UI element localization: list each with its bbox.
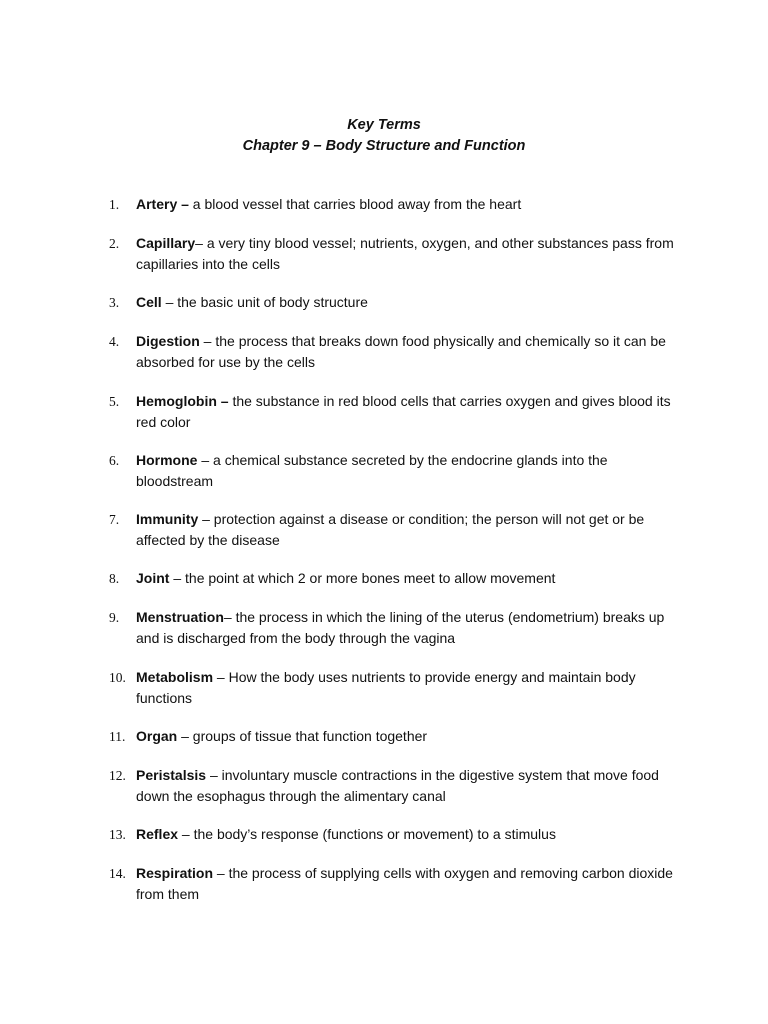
term-label: Respiration [136, 865, 214, 881]
item-text [136, 765, 684, 806]
item-number: 13. [109, 827, 126, 842]
item-text [136, 726, 684, 747]
item-number: 2. [109, 236, 120, 251]
term-definition: – the process of supplying cells with oxygen and removing carbon dioxide from them [136, 865, 673, 902]
item-text [136, 233, 684, 274]
term-definition: – involuntary muscle contractions in the digestive system that move food down the esophagus through the alimentary canal [136, 767, 659, 804]
term-label: Hemoglobin – [136, 393, 229, 409]
term-label: Immunity [136, 511, 199, 527]
term-definition: – the body’s response (functions or movement) to a stimulus [178, 826, 556, 842]
term-definition: – groups of tissue that function together [177, 728, 428, 744]
item-text [136, 863, 684, 904]
term-definition: – the process in which the lining of the uterus (endometrium) breaks up and is discharged from the body through the vagina [136, 609, 665, 646]
term-label: Capillary [136, 235, 196, 251]
item-number: 8. [109, 571, 120, 586]
term-definition: – a chemical substance secreted by the endocrine glands into the bloodstream [136, 452, 608, 489]
item-number: 1. [109, 197, 120, 212]
item-number: 3. [109, 295, 120, 310]
item-number: 9. [109, 610, 120, 625]
item-text [136, 292, 684, 313]
term-definition: – the process that breaks down food physically and chemically so it can be absorbed for use by the cells [136, 333, 666, 370]
term-label: Menstruation [136, 609, 224, 625]
item-text [136, 509, 684, 550]
item-text [136, 391, 684, 432]
term-label: Artery – [136, 196, 189, 212]
term-label: Digestion [136, 333, 200, 349]
item-text [136, 667, 684, 708]
term-label: Peristalsis [136, 767, 207, 783]
item-number: 5. [109, 394, 120, 409]
term-label: Metabolism [136, 669, 214, 685]
item-text [136, 450, 684, 491]
document-subtitle: Chapter 9 – Body Structure and Function [242, 138, 526, 154]
item-number: 6. [109, 453, 120, 468]
term-definition: – How the body uses nutrients to provide energy and maintain body functions [136, 669, 636, 706]
term-label: Joint [136, 570, 170, 586]
term-definition: – protection against a disease or condition; the person will not get or be affected by the disease [136, 511, 645, 548]
item-text [136, 194, 684, 215]
term-definition: – the point at which 2 or more bones meet to allow movement [169, 570, 556, 586]
item-number: 10. [109, 670, 126, 685]
term-label: Hormone [136, 452, 198, 468]
term-definition: the substance in red blood cells that carries oxygen and gives blood its red color [136, 393, 671, 430]
term-definition: – the basic unit of body structure [161, 294, 368, 310]
item-number: 7. [109, 512, 120, 527]
term-label: Organ [136, 728, 178, 744]
document-title: Key Terms [347, 117, 421, 133]
item-number: 12. [109, 768, 126, 783]
term-label: Reflex [136, 826, 179, 842]
term-definition: – a very tiny blood vessel; nutrients, oxygen, and other substances pass from capillaries into the cells [136, 235, 674, 272]
item-text [136, 824, 684, 845]
item-number: 4. [109, 334, 120, 349]
item-number: 14. [109, 866, 126, 881]
term-definition: a blood vessel that carries blood away from the heart [188, 196, 522, 212]
item-text [136, 331, 684, 372]
term-label: Cell [136, 294, 162, 310]
item-text [136, 568, 684, 589]
item-text [136, 607, 684, 648]
item-number: 11. [109, 729, 126, 744]
